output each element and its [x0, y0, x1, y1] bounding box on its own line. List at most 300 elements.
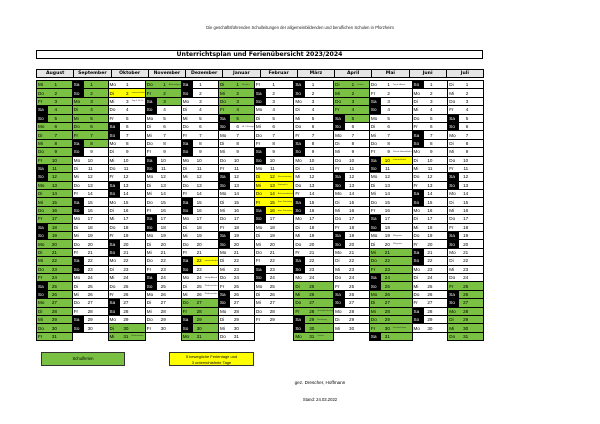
day-number: 20: [427, 241, 433, 247]
day-number: 8: [272, 140, 275, 146]
month-header: Januar: [222, 69, 260, 78]
month-column: [333, 81, 370, 341]
day-number: 7: [54, 132, 57, 138]
weekday-label: Do: [335, 216, 342, 222]
weekday-label: Mi: [295, 291, 301, 297]
day-number: 9: [272, 149, 275, 155]
weekday-label: Mo: [182, 157, 190, 163]
day-number: 31: [123, 333, 129, 339]
day-number: 15: [196, 199, 202, 205]
day-number: 24: [427, 275, 433, 281]
weekday-label: Fr: [109, 115, 114, 121]
weekday-label: Di: [255, 291, 261, 297]
weekday-label: So: [219, 299, 230, 306]
weekday-label: Mo: [146, 174, 154, 180]
weekday-label: Sa: [370, 157, 381, 164]
day-number: 25: [123, 283, 129, 289]
weekday-label: Di: [295, 224, 300, 230]
month-column: [369, 81, 413, 341]
weekday-label: Di: [370, 300, 376, 306]
day-number: 2: [125, 90, 129, 96]
weekday-label: So: [219, 182, 230, 189]
day-number: 13: [51, 182, 57, 188]
weekday-label: Mi: [182, 174, 188, 180]
weekday-label: So: [448, 240, 459, 247]
day-number: 31: [309, 333, 315, 339]
day-number: 29: [51, 317, 57, 323]
day-number: 20: [269, 241, 275, 247]
day-number: 8: [163, 140, 166, 146]
day-number: 8: [465, 140, 469, 146]
weekday-label: Di: [449, 317, 454, 323]
weekday-label: Fr: [413, 300, 418, 306]
day-number: 17: [384, 216, 390, 222]
weekday-label: Mo: [219, 132, 227, 138]
weekday-label: Di: [38, 308, 43, 314]
day-number: 1: [163, 82, 166, 88]
weekday-label: Di: [219, 258, 225, 264]
weekday-label: So: [294, 266, 305, 273]
day-number: 31: [233, 333, 239, 339]
weekday-label: Di: [38, 191, 43, 197]
month-header: Mai: [371, 69, 409, 78]
day-number: 10: [309, 157, 315, 163]
day-number: 16: [269, 208, 275, 214]
weekday-label: Mo: [38, 124, 45, 130]
weekday-label: Do: [335, 98, 342, 104]
day-number: 23: [349, 266, 355, 272]
weekday-label: Fr: [219, 166, 225, 172]
day-number: 1: [429, 82, 433, 88]
weekday-label: Mi: [38, 199, 43, 205]
day-cell: [333, 323, 370, 332]
day-number: 12: [463, 174, 469, 180]
day-number: 20: [123, 241, 129, 247]
weekday-label: Mo: [109, 317, 116, 323]
day-number: 3: [236, 98, 239, 104]
day-number: 11: [234, 166, 239, 172]
day-number: 15: [463, 199, 469, 205]
day-number: 29: [384, 317, 390, 323]
day-number: 23: [384, 266, 390, 272]
day-number: 20: [384, 241, 390, 247]
weekday-label: Do: [73, 182, 80, 188]
day-number: 2: [199, 90, 202, 96]
day-number: 12: [196, 174, 202, 180]
weekday-label: So: [109, 190, 120, 197]
day-number: 30: [160, 325, 166, 331]
weekday-label: Di: [370, 124, 376, 130]
weekday-label: Fr: [38, 333, 43, 339]
day-number: 28: [233, 308, 239, 314]
day-number: 18: [269, 224, 275, 230]
weekday-label: Di: [73, 166, 79, 172]
day-number: 12: [87, 174, 93, 180]
weekday-label: Mi: [413, 283, 419, 289]
day-number: 3: [54, 98, 57, 104]
day-number: 31: [463, 333, 469, 339]
weekday-label: Di: [413, 275, 418, 281]
weekday-label: Fr: [73, 308, 79, 314]
weekday-label: Di: [38, 132, 43, 138]
day-number: 5: [236, 115, 239, 121]
day-number: 25: [233, 283, 239, 289]
day-cell: [36, 332, 73, 341]
weekday-label: Di: [335, 317, 340, 323]
weekday-label: Sa: [73, 81, 84, 88]
weekday-label: Mo: [295, 216, 302, 222]
day-cell: [145, 323, 182, 332]
day-number: 1: [125, 82, 129, 88]
weekday-label: Di: [413, 157, 418, 163]
weekday-label: Mo: [219, 308, 227, 314]
day-number: 19: [349, 233, 355, 239]
day-number: 2: [272, 90, 275, 96]
month-column: [293, 81, 334, 341]
weekday-label: So: [37, 291, 48, 298]
day-number: 14: [463, 191, 469, 197]
day-number: 25: [196, 283, 202, 289]
weekday-label: Di: [219, 140, 225, 146]
weekday-label: So: [294, 89, 305, 96]
weekday-label: Mo: [449, 191, 456, 197]
weekday-label: Sa: [334, 232, 345, 239]
weekday-label: Do: [38, 266, 44, 272]
day-note: Pfingsten: [392, 234, 403, 237]
day-number: 30: [463, 325, 469, 331]
weekday-label: Fr: [182, 250, 188, 255]
day-number: 14: [123, 191, 129, 197]
day-number: 28: [160, 308, 166, 314]
day-number: 11: [270, 166, 275, 172]
day-number: 10: [463, 157, 469, 163]
weekday-label: Sa: [294, 140, 305, 147]
weekday-label: Mi: [449, 208, 455, 214]
weekday-label: Mo: [413, 208, 420, 214]
month-header: September: [73, 69, 111, 78]
day-number: 16: [196, 208, 202, 214]
weekday-label: So: [255, 274, 266, 281]
month-column: [108, 81, 146, 341]
day-cell: [218, 332, 255, 341]
day-number: 28: [123, 308, 129, 314]
day-number: 19: [309, 233, 315, 239]
weekday-label: Sa: [73, 140, 84, 147]
weekday-label: Fr: [219, 283, 225, 289]
weekday-label: Fr: [38, 216, 43, 222]
day-number: 19: [427, 233, 433, 239]
weekday-label: So: [73, 207, 84, 214]
month-header: Februar: [260, 69, 298, 78]
day-number: 26: [309, 291, 315, 297]
day-number: 15: [309, 199, 315, 205]
weekday-label: Mo: [295, 275, 302, 281]
day-number: 27: [463, 300, 469, 306]
weekday-label: Mi: [73, 291, 79, 297]
weekday-label: So: [182, 89, 193, 96]
weekday-label: So: [255, 215, 266, 222]
weekday-label: Di: [449, 258, 454, 264]
weekday-label: So: [73, 148, 84, 155]
weekday-label: Do: [38, 90, 44, 96]
weekday-label: Do: [449, 157, 456, 163]
day-number: 14: [233, 191, 239, 197]
day-note: Aschermittwoch: [277, 192, 294, 195]
day-number: 6: [125, 124, 129, 130]
day-number: 2: [465, 90, 469, 96]
day-number: 15: [160, 199, 166, 205]
month-header-row: [36, 69, 483, 78]
day-number: 18: [309, 224, 315, 230]
day-number: 17: [463, 216, 469, 222]
day-number: 21: [463, 250, 469, 255]
weekday-label: Di: [109, 208, 114, 214]
weekday-label: Mo: [370, 291, 378, 297]
weekday-label: Mo: [38, 300, 45, 306]
weekday-label: Mo: [182, 98, 190, 104]
day-number: 5: [465, 115, 469, 121]
day-number: 23: [269, 266, 275, 272]
weekday-label: So: [37, 232, 48, 239]
day-number: 20: [160, 241, 166, 247]
day-number: 10: [427, 157, 433, 163]
day-number: 23: [309, 266, 315, 272]
weekday-label: Sa: [146, 98, 157, 105]
weekday-label: Do: [109, 224, 116, 230]
day-number: 24: [196, 275, 202, 281]
day-number: 4: [163, 107, 166, 113]
weekday-label: Fr: [146, 266, 152, 272]
weekday-label: Mi: [73, 115, 79, 121]
day-number: 29: [123, 317, 129, 323]
day-number: 6: [351, 124, 355, 130]
day-note: Heilig Abend: [204, 276, 217, 279]
weekday-label: Mo: [335, 250, 342, 255]
day-number: 12: [309, 174, 315, 180]
day-number: 5: [387, 115, 390, 121]
day-note: bew. Ferientag: [277, 201, 293, 204]
weekday-label: Do: [146, 140, 153, 146]
weekday-label: Fr: [182, 132, 188, 138]
weekday-label: Mo: [449, 250, 456, 255]
month-column: [412, 81, 449, 341]
day-number: 9: [311, 149, 315, 155]
day-number: 3: [125, 98, 129, 104]
day-number: 17: [309, 216, 315, 222]
month-column: [36, 81, 73, 341]
day-number: 8: [90, 140, 93, 146]
weekday-label: Mi: [413, 224, 419, 230]
day-number: 28: [309, 308, 315, 314]
day-number: 11: [385, 166, 390, 172]
day-number: 11: [309, 166, 315, 172]
day-number: 21: [160, 250, 166, 255]
weekday-label: Fr: [219, 224, 225, 230]
day-number: 1: [272, 82, 275, 88]
weekday-label: Mi: [109, 157, 115, 163]
weekday-label: Sa: [294, 198, 305, 205]
weekday-label: Sa: [109, 299, 120, 306]
day-number: 10: [123, 157, 129, 163]
day-number: 7: [311, 132, 315, 138]
weekday-label: Do: [255, 250, 262, 255]
month-column: [254, 81, 294, 341]
day-number: 26: [123, 291, 129, 297]
weekday-label: Sa: [182, 81, 193, 88]
day-cell: [72, 323, 109, 332]
day-number: 29: [309, 317, 315, 323]
weekday-label: Mi: [335, 90, 340, 96]
day-number: 22: [87, 258, 93, 264]
weekday-label: Mo: [449, 132, 456, 138]
day-number: 6: [236, 124, 239, 130]
day-number: 4: [199, 107, 202, 113]
weekday-label: Fr: [255, 199, 261, 205]
weekday-label: Sa: [448, 291, 459, 298]
day-number: 9: [90, 149, 93, 155]
weekday-label: So: [73, 324, 84, 331]
day-number: 18: [196, 224, 202, 230]
day-number: 7: [387, 132, 390, 138]
weekday-label: Mo: [182, 216, 190, 222]
day-note: unterrichtsfrei: [204, 259, 218, 262]
weekday-label: So: [182, 266, 193, 273]
day-number: 15: [233, 199, 239, 205]
weekday-label: Mo: [73, 98, 81, 104]
weekday-label: Do: [38, 325, 44, 331]
weekday-label: Mi: [449, 90, 455, 96]
day-number: 14: [51, 191, 57, 197]
day-number: 9: [163, 149, 166, 155]
weekday-label: Sa: [37, 282, 48, 289]
day-number: 18: [51, 224, 57, 230]
day-number: 25: [463, 283, 469, 289]
day-number: 22: [427, 258, 433, 264]
weekday-label: Mo: [73, 157, 81, 163]
day-number: 17: [123, 216, 129, 222]
day-number: 4: [311, 107, 315, 113]
day-number: 9: [54, 149, 57, 155]
weekday-label: Do: [370, 258, 377, 264]
day-number: 6: [272, 124, 275, 130]
weekday-label: Do: [219, 157, 226, 163]
month-column: [145, 81, 182, 341]
day-number: 16: [349, 208, 355, 214]
day-number: 18: [123, 224, 129, 230]
day-number: 10: [87, 157, 93, 163]
weekday-label: So: [294, 207, 305, 214]
weekday-label: Do: [295, 300, 302, 306]
weekday-label: Sa: [334, 173, 345, 180]
day-number: 20: [349, 241, 355, 247]
day-number: 25: [51, 283, 57, 289]
day-number: 24: [160, 275, 166, 281]
weekday-label: Sa: [182, 316, 193, 323]
weekday-label: Do: [182, 182, 189, 188]
weekday-label: Di: [335, 199, 340, 205]
day-number: 16: [309, 208, 315, 214]
day-number: 22: [349, 258, 355, 264]
weekday-label: Di: [146, 300, 152, 306]
day-number: 17: [349, 216, 355, 222]
weekday-label: Mo: [219, 191, 227, 197]
day-number: 25: [269, 283, 275, 289]
weekday-label: Di: [413, 98, 418, 104]
weekday-label: Di: [182, 283, 188, 289]
weekday-label: Mo: [370, 174, 378, 180]
weekday-label: Sa: [370, 98, 381, 105]
day-number: 14: [87, 191, 93, 197]
weekday-label: Do: [255, 308, 262, 314]
day-number: 22: [51, 258, 57, 264]
day-number: 7: [125, 132, 129, 138]
weekday-label: Sa: [73, 198, 84, 205]
day-note: Weihnachten: [204, 285, 218, 288]
weekday-label: Di: [255, 233, 261, 239]
day-number: 6: [311, 124, 315, 130]
weekday-label: Fr: [182, 308, 188, 314]
day-number: 10: [269, 157, 275, 163]
day-number: 17: [269, 216, 275, 222]
weekday-label: Do: [335, 275, 342, 281]
weekday-label: Sa: [37, 106, 48, 113]
day-number: 2: [236, 90, 239, 96]
weekday-label: Mo: [335, 308, 342, 314]
day-number: 5: [163, 115, 166, 121]
weekday-label: Sa: [182, 257, 193, 264]
day-note: Allerheiligen: [168, 83, 181, 86]
day-number: 6: [163, 124, 166, 130]
weekday-label: Di: [295, 283, 300, 289]
month-header: Dezember: [185, 69, 223, 78]
day-number: 1: [236, 82, 239, 88]
weekday-label: Mi: [146, 132, 152, 138]
weekday-label: Mi: [219, 266, 225, 272]
day-number: 17: [196, 216, 202, 222]
weekday-label: Do: [73, 300, 80, 306]
day-number: 11: [349, 166, 355, 172]
weekday-label: So: [334, 182, 345, 189]
day-number: 20: [196, 241, 202, 247]
weekday-label: Sa: [448, 115, 459, 122]
weekday-label: Di: [73, 283, 79, 289]
weekday-label: Fr: [413, 182, 418, 188]
signature: gez. Drescher, Hoffmann: [294, 380, 346, 385]
day-number: 22: [233, 258, 239, 264]
weekday-label: Mo: [255, 283, 263, 289]
day-number: 24: [269, 275, 275, 281]
day-number: 2: [351, 90, 355, 96]
weekday-label: Di: [370, 182, 376, 188]
weekday-label: Mo: [109, 82, 116, 88]
weekday-label: Mo: [370, 233, 378, 239]
day-number: 19: [384, 233, 390, 239]
day-number: 20: [463, 241, 469, 247]
weekday-label: Fr: [146, 90, 152, 96]
day-number: 7: [236, 132, 239, 138]
weekday-label: Di: [219, 82, 225, 88]
weekday-label: Di: [182, 107, 188, 113]
weekday-label: Mi: [335, 149, 340, 155]
day-number: 9: [236, 149, 239, 155]
weekday-label: Do: [146, 317, 153, 323]
day-number: 11: [52, 166, 57, 172]
weekday-label: Mo: [109, 258, 116, 264]
weekday-label: So: [219, 240, 230, 247]
weekday-label: Do: [449, 275, 456, 281]
day-number: 4: [236, 107, 239, 113]
legend-flexible-days: [169, 352, 254, 366]
